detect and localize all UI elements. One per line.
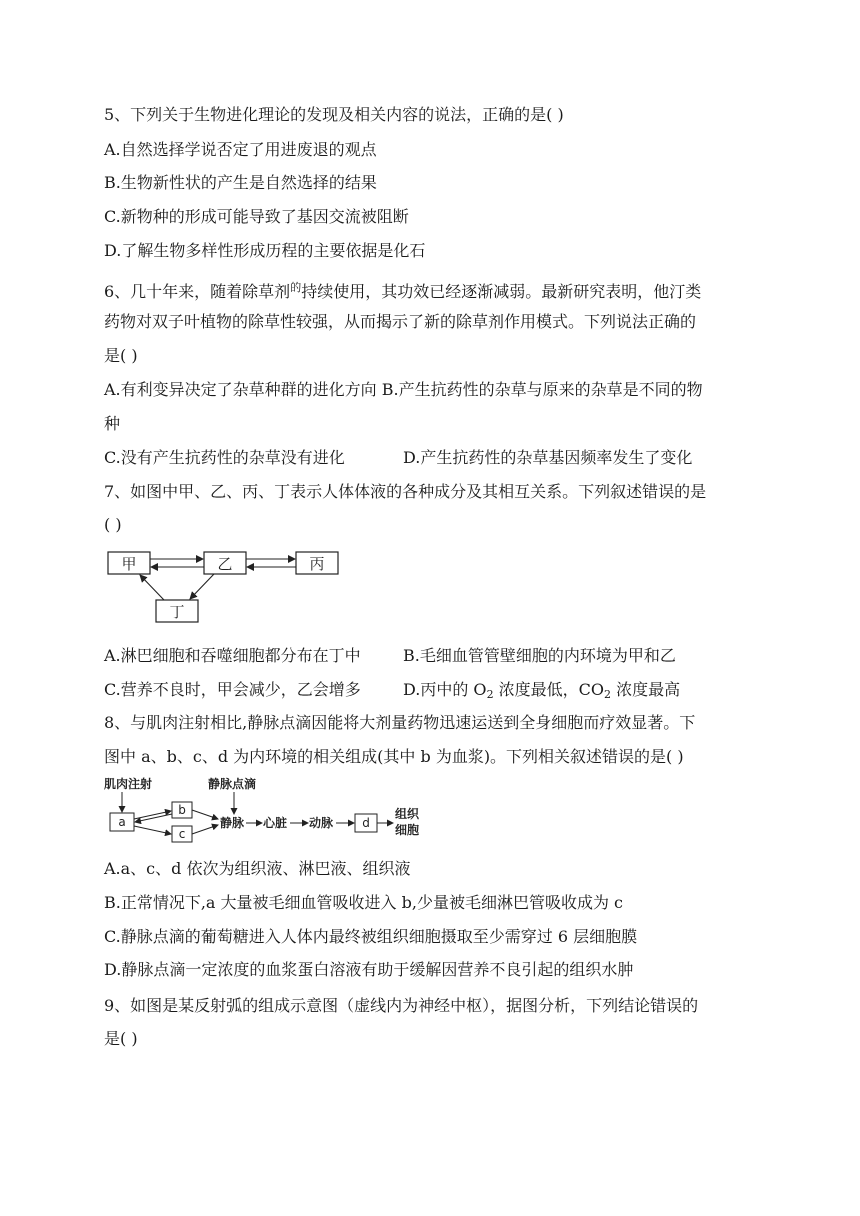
muscle-injection-label: 肌肉注射 — [104, 777, 153, 791]
arrow-b-to-vein — [192, 810, 218, 819]
d-label: d — [362, 816, 370, 830]
q9-stem-line2: 是( ) — [104, 1029, 138, 1048]
q6-stem-line1 — [104, 277, 701, 303]
q6-option-ab: A.有利变异决定了杂草种群的进化方向 B.产生抗药性的杂草与原来的杂草是不同的物 — [104, 380, 703, 399]
q8-stem-line1: 8、与肌肉注射相比,静脉点滴因能将大剂量药物迅速运送到全身细胞而疗效显著。下 — [104, 713, 696, 732]
b-label: b — [178, 803, 186, 817]
q7-body-fluid-diagram — [100, 544, 350, 634]
q7-option-d-part1: D.丙中的 O — [403, 680, 487, 699]
co2-subscript: 2 — [604, 688, 612, 701]
q7-stem-line1: 7、如图中甲、乙、丙、丁表示人体体液的各种成分及其相互关系。下列叙述错误的是 — [104, 482, 707, 501]
artery-label: 动脉 — [309, 816, 334, 830]
iv-drip-label: 静脉点滴 — [208, 777, 257, 791]
q6-stem-part2: 持续使用，其功效已经逐渐减弱。最新研究表明，他汀类 — [301, 282, 702, 301]
q8-option-b: B.正常情况下,a 大量被毛细血管吸收进入 b,少量被毛细淋巴管吸收成为 c — [104, 893, 624, 912]
q8-stem-line2: 图中 a、b、c、d 为内环境的相关组成(其中 b 为血浆)。下列相关叙述错误的是( ) — [104, 747, 684, 766]
q6-stem-line3: 是( ) — [104, 346, 138, 365]
q7-option-c: C.营养不良时，甲会减少，乙会增多 — [104, 680, 361, 699]
bing-label: 丙 — [309, 555, 325, 573]
ding-label: 丁 — [169, 603, 185, 621]
o2-subscript: 2 — [486, 688, 494, 701]
q9-stem-line1: 9、如图是某反射弧的组成示意图（虚线内为神经中枢），据图分析，下列结论错误的 — [104, 996, 699, 1015]
arrow-yi-to-ding — [190, 574, 214, 599]
q6-stem-superscript: 的 — [290, 281, 302, 294]
q7-option-d-part2: 浓度最低，CO — [493, 680, 605, 699]
q8-option-a: A.a、c、d 依次为组织液、淋巴液、组织液 — [104, 859, 411, 878]
q7-option-d-part3: 浓度最高 — [611, 680, 681, 699]
q6-option-b-wrap: 种 — [104, 414, 121, 433]
q7-option-d — [403, 679, 680, 701]
q8-option-d: D.静脉点滴一定浓度的血浆蛋白溶液有助于缓解因营养不良引起的组织水肿 — [104, 960, 634, 979]
c-label: c — [178, 827, 186, 841]
tissue-cell-label-2: 细胞 — [395, 823, 420, 837]
q7-option-b: B.毛细血管管壁细胞的内环境为甲和乙 — [403, 646, 676, 665]
jia-label: 甲 — [121, 555, 137, 573]
q5-stem: 5、下列关于生物进化理论的发现及相关内容的说法，正确的是( ) — [104, 105, 564, 124]
arrow-c-to-vein — [192, 825, 218, 834]
q5-option-d: D.了解生物多样性形成历程的主要依据是化石 — [104, 241, 426, 260]
arrow-a-to-c — [134, 826, 171, 834]
q7-stem-line2: ( ) — [104, 515, 122, 534]
q6-stem-line2: 药物对双子叶植物的除草性较强，从而揭示了新的除草剂作用模式。下列说法正确的 — [104, 312, 697, 331]
q5-option-b: B.生物新性状的产生是自然选择的结果 — [104, 173, 377, 192]
tissue-cell-label-1: 组织 — [395, 807, 420, 821]
q6-option-c: C.没有产生抗药性的杂草没有进化 — [104, 448, 345, 467]
q6-option-d: D.产生抗药性的杂草基因频率发生了变化 — [403, 448, 693, 467]
vein-label: 静脉 — [220, 816, 245, 830]
q7-option-a: A.淋巴细胞和吞噬细胞都分布在丁中 — [104, 646, 361, 665]
yi-label: 乙 — [217, 555, 233, 573]
q6-stem-part1: 6、几十年来，随着除草剂 — [104, 282, 291, 301]
q8-option-c: C.静脉点滴的葡萄糖进入人体内最终被组织细胞摄取至少需穿过 6 层细胞膜 — [104, 927, 638, 946]
q8-drug-transport-diagram — [100, 774, 440, 848]
a-label: a — [118, 815, 126, 829]
heart-label: 心脏 — [263, 816, 288, 830]
q5-option-c: C.新物种的形成可能导致了基因交流被阻断 — [104, 207, 409, 226]
q5-option-a: A.自然选择学说否定了用进废退的观点 — [104, 140, 377, 159]
arrow-ding-to-jia — [140, 575, 164, 600]
